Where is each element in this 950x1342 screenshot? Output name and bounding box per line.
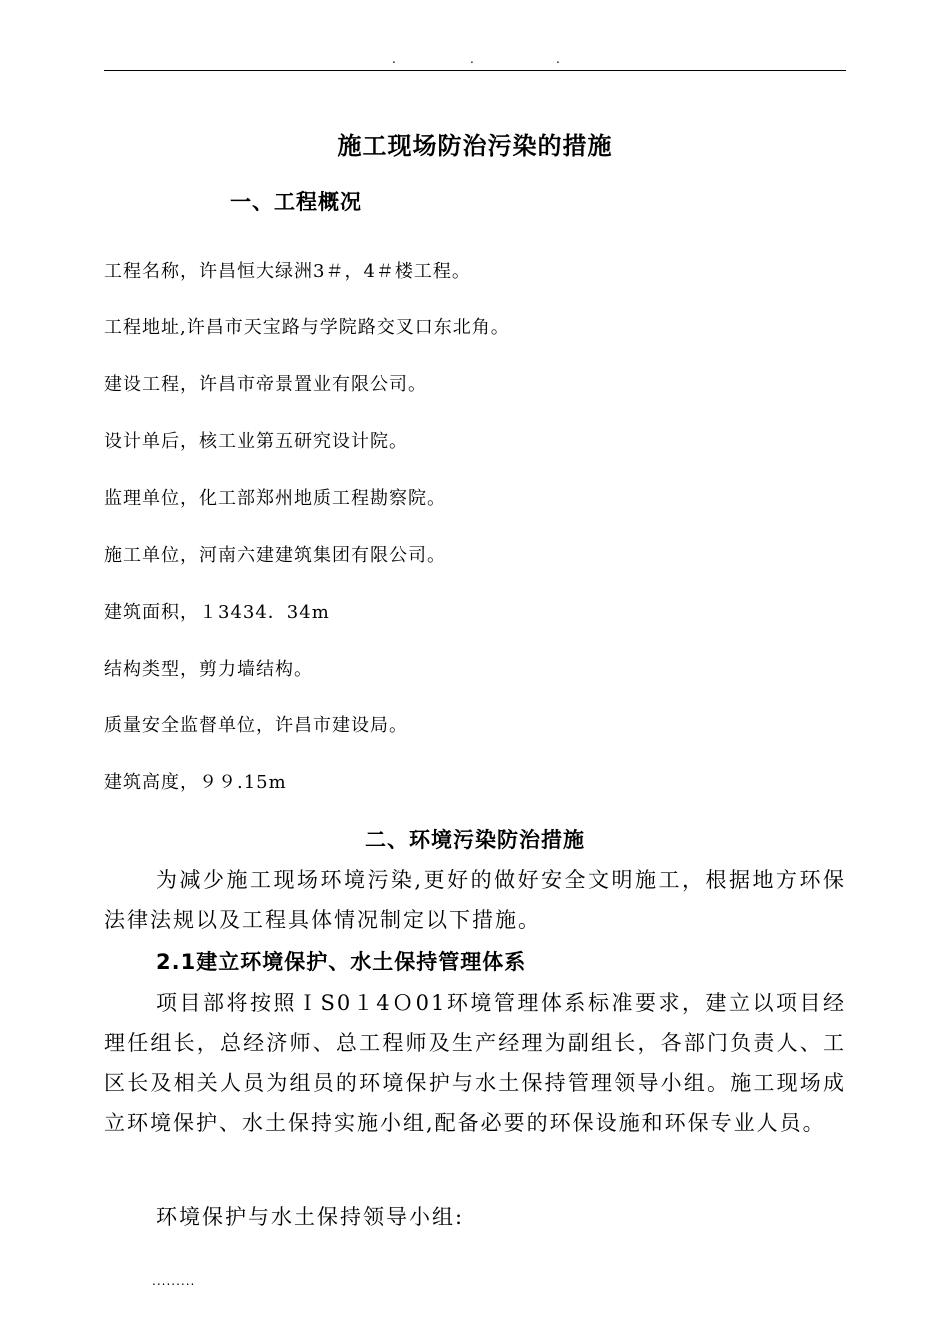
header-dot: .	[556, 52, 560, 66]
info-line-contractor: 施工单位，河南六建建筑集团有限公司。	[104, 545, 446, 566]
header-dot: .	[470, 52, 474, 66]
info-line-project-name: 工程名称，许昌恒大绿洲3＃，4＃楼工程。	[104, 261, 471, 282]
info-line-project-address: 工程地址,许昌市天宝路与学院路交叉口东北角。	[104, 317, 510, 338]
section-heading-pollution-control: 二、环境污染防治措施	[365, 828, 585, 852]
info-line-designer: 设计单后，核工业第五研究设计院。	[104, 431, 408, 452]
header-dot: .	[392, 52, 396, 66]
header-dots	[380, 52, 580, 66]
footer-dots: .........	[152, 1274, 196, 1288]
section-heading-overview: 一、工程概况	[230, 190, 362, 214]
intro-paragraph: 为减少施工现场环境污染,更好的做好安全文明施工，根据地方环保法律法规以及工程具体情况制定以下措施。	[104, 868, 846, 932]
management-paragraph: 项目部将按照ＩS0１4Ｏ01环境管理体系标准要求，建立以项目经理任组长，总经济师、总工程师及生产经理为副组长，各部门负责人、工区长及相关人员为组员的环境保护与水土保持管理领导小组。施工现场成立环境保护、水土保持实施小组,配备必要的环保设施和环保专业人员。	[104, 991, 846, 1135]
closing-line: 环境保护与水土保持领导小组:	[156, 1205, 465, 1229]
subsection-heading: 2.1建立环境保护、水土保持管理体系	[156, 950, 527, 974]
info-line-structure-type: 结构类型，剪力墙结构。	[104, 659, 313, 680]
info-line-floor-area: 建筑面积，１3434．34m	[104, 602, 330, 623]
info-line-building-height: 建筑高度，９９.15m	[104, 772, 287, 793]
info-line-quality-authority: 质量安全监督单位，许昌市建设局。	[104, 715, 408, 736]
header-rule	[104, 70, 846, 71]
document-title: 施工现场防治污染的措施	[337, 132, 613, 160]
info-line-supervisor: 监理单位，化工部郑州地质工程勘察院。	[104, 488, 446, 509]
info-line-developer: 建设工程，许昌市帝景置业有限公司。	[104, 374, 427, 395]
